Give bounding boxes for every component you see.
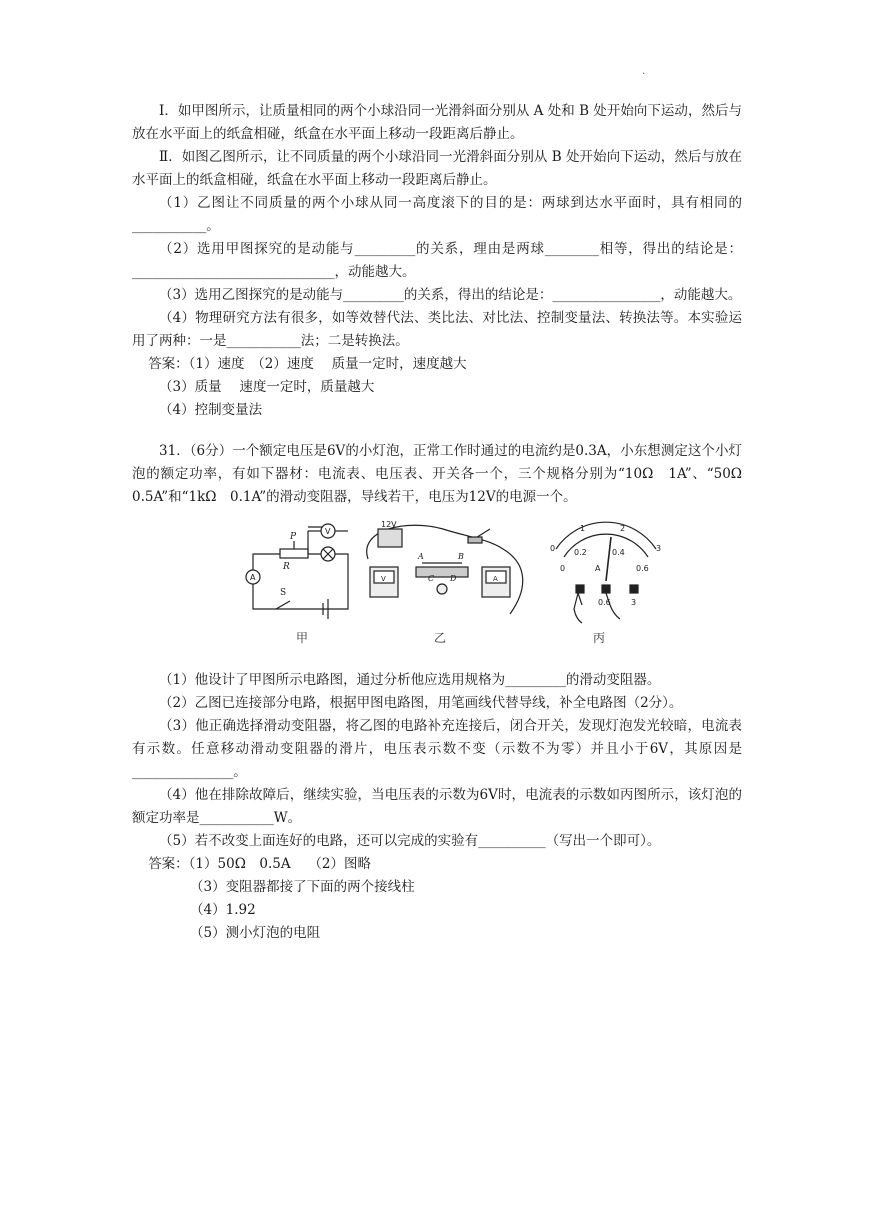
answer-line: （4）控制变量法: [159, 402, 263, 418]
paragraph-ii: Ⅱ．如图乙图所示，让不同质量的两个小球沿同一光滑斜面分别从 B 处开始向下运动，然后与放在水平面上的纸盒相碰，纸盒在水平面上移动一段距离后静止。: [132, 149, 742, 188]
meter-tick: 0: [550, 544, 556, 553]
meter-tick: A: [595, 564, 601, 573]
q31-answer-line: 答案：（1）50Ω 0.5A （2）图略: [148, 856, 371, 872]
fig-label: R: [283, 562, 290, 572]
document-page: [132, 100, 756, 945]
fig-label: A: [493, 575, 498, 583]
fig-label: C: [428, 574, 435, 583]
question-part-1: （1）乙图让不同质量的两个小球从同一高度滚下的目的是：两球到达水平面时，具有相同的___________。: [132, 195, 742, 234]
fig-label: B: [458, 552, 464, 561]
fig-label: S: [280, 588, 287, 598]
circuit-figure: [238, 519, 678, 659]
figure-caption-bing: 丙: [593, 631, 606, 645]
q31-part-5: （5）若不改变上面连好的电路，还可以完成的实验有__________（写出一个即可）。: [159, 833, 661, 849]
answer-line: 答案：（1）速度 （2）速度 质量一定时，速度越大: [148, 356, 467, 372]
q31-answer-line: （4）1.92: [190, 902, 256, 918]
header-dot: .: [642, 66, 646, 77]
meter-tick: 0.4: [612, 548, 625, 557]
meter-tick: 3: [656, 544, 662, 553]
question-31-intro: 31．（6分）一个额定电压是6V的小灯泡，正常工作时通过的电流约是0.3A，小东想测定这个小灯泡的额定功率，有如下器材：电流表、电压表、开关各一个，三个规格分别为“10Ω 1A”、“50Ω 0.5A”和“1kΩ 0.1A”的滑动变阻器，导线若干，电压为12V的电源一个。: [132, 443, 756, 505]
circuit-diagram-yi: [367, 525, 523, 614]
meter-needle: [606, 537, 611, 581]
figure-caption-yi: 乙: [434, 631, 447, 645]
bulb-symbol: [437, 584, 447, 594]
answer-line: （3）质量 速度一定时，质量越大: [159, 379, 375, 395]
paragraph-i: Ⅰ．如甲图所示，让质量相同的两个小球沿同一光滑斜面分别从 A 处和 B 处开始向下运动，然后与放在水平面上的纸盒相碰，纸盒在水平面上移动一段距离后静止。: [132, 103, 742, 142]
terminal-label: 3: [631, 598, 637, 607]
q31-part-3: （3）他正确选择滑动变阻器，将乙图的电路补充连接后，闭合开关，发现灯泡发光较暗，电流表有示数。任意移动滑动变阻器的滑片，电压表示数不变（示数不为零）并且小于6V，其原因是_______________。: [132, 718, 742, 780]
terminal-label: 0.6: [598, 598, 611, 607]
fig-label: 12V: [381, 520, 397, 529]
meter-tick: 0.2: [574, 548, 587, 557]
fig-label: D: [450, 574, 457, 583]
meter-tick: 0.6: [636, 564, 649, 573]
q31-answer-line: （3）变阻器都接了下面的两个接线柱: [190, 879, 415, 895]
meter-tick: 2: [620, 524, 626, 533]
meter-tick: 1: [580, 524, 586, 533]
fig-label: V: [325, 527, 331, 536]
question-part-4: （4）物理研究方法有很多，如等效替代法、类比法、对比法、控制变量法、转换法等。本实验运用了两种：一是___________法；二是转换法。: [132, 310, 742, 349]
question-part-2: （2）选用甲图探究的是动能与_________的关系，理由是两球________相等，得出的结论是：______________________________，动能越大。: [132, 241, 742, 280]
q31-part-1: （1）他设计了甲图所示电路图，通过分析他应选用规格为_________的滑动变阻器。: [159, 672, 661, 688]
q31-part-2: （2）乙图已连接部分电路，根据甲图电路图，用笔画线代替导线，补全电路图（2分）。: [159, 695, 683, 711]
fig-label: V: [381, 575, 386, 583]
q31-part-4: （4）他在排除故障后，继续实验，当电压表的示数为6V时，电流表的示数如丙图所示，该灯泡的额定功率是___________W。: [132, 787, 742, 826]
circuit-diagram-jia: [246, 524, 348, 619]
fig-label: A: [250, 573, 256, 582]
question-part-3: （3）选用乙图探究的是动能与_________的关系，得出的结论是：________________，动能越大。: [159, 287, 742, 303]
meter-tick: 0: [560, 564, 566, 573]
fig-label: A: [418, 552, 424, 561]
q31-answer-line: （5）测小灯泡的电阻: [190, 925, 321, 941]
fig-label: P: [290, 532, 297, 542]
figure-caption-jia: 甲: [296, 631, 309, 645]
